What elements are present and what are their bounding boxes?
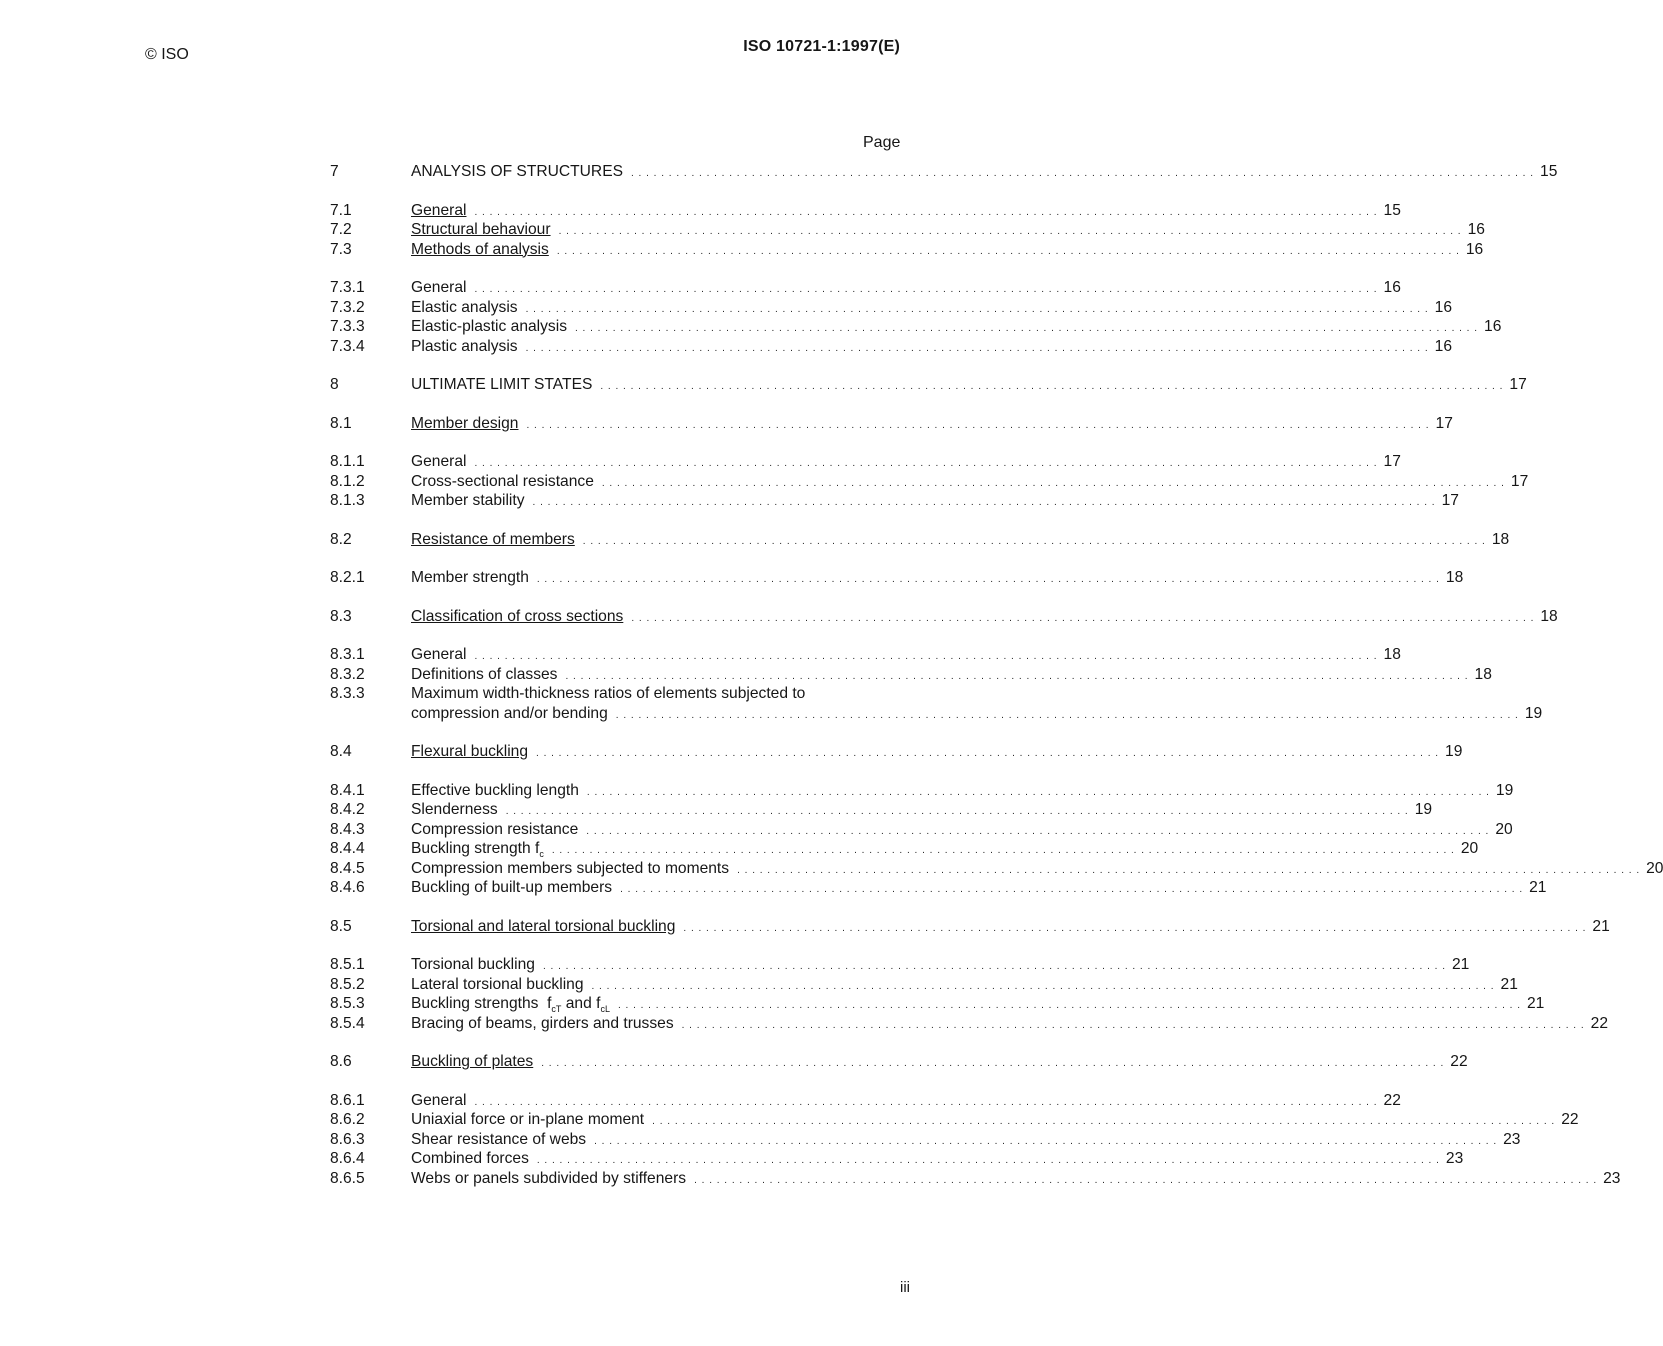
toc-entry-title-text: Shear resistance of webs — [411, 1130, 587, 1148]
toc-entry-title — [411, 1014, 682, 1034]
toc-section-number: 7.3.1 — [330, 279, 365, 296]
toc-page-number: 16 — [1434, 337, 1452, 355]
toc-section-number: 7.2 — [330, 221, 352, 238]
toc-entry[interactable] — [330, 162, 1558, 182]
toc-spacer — [330, 588, 902, 607]
toc-entry-title-text: Elastic analysis — [411, 298, 518, 316]
toc-spacer — [330, 1072, 902, 1091]
toc-entry[interactable] — [330, 568, 1464, 588]
toc-entry-title-text: ANALYSIS OF STRUCTURES — [411, 163, 623, 180]
toc-section-number: 8.3.3 — [330, 685, 365, 702]
toc-section-number: 8.5 — [330, 917, 352, 935]
toc-entry[interactable] — [330, 878, 1547, 898]
dot-leader: . . . . . . . . . . . . . . . . . . . . . . . . . . . . . . . . . . . . . . . . . . . . . . . . . . . . . . . . . . . . . . . . . . . . . . . . . . . . . . . . . . . . . . . . . . . . . . . . . . . . . . . . . . . . . . . . . . . . . . . . — [558, 226, 1462, 237]
dot-leader: . . . . . . . . . . . . . . . . . . . . . . . . . . . . . . . . . . . . . . . . . . . . . . . . . . . . . . . . . . . . . . . . . . . . . . . . . . . . . . . . . . . . . . . . . . . . . . . . . . . . . . . . . . . . . . . . . . . . . . . . — [532, 497, 1436, 508]
formula-variable: f — [534, 840, 540, 857]
toc-entry-title: Maximum width-thickness ratios of elements subjected to — [411, 685, 806, 702]
toc-spacer — [330, 433, 902, 452]
dot-leader: . . . . . . . . . . . . . . . . . . . . . . . . . . . . . . . . . . . . . . . . . . . . . . . . . . . . . . . . . . . . . . . . . . . . . . . . . . . . . . . . . . . . . . . . . . . . . . . . . . . . . . . . . . . . . . . . . . . . . . . . — [556, 245, 1460, 257]
toc-page-number: 22 — [1561, 1111, 1579, 1128]
toc-section-number: 7 — [330, 163, 339, 180]
toc-page-number: 23 — [1445, 1150, 1464, 1167]
toc-entry-title-text: Methods of analysis — [411, 240, 549, 258]
toc-section-number: 7.3.4 — [330, 337, 365, 355]
dot-leader: . . . . . . . . . . . . . . . . . . . . . . . . . . . . . . . . . . . . . . . . . . . . . . . . . . . . . . . . . . . . . . . . . . . . . . . . . . . . . . . . . . . . . . . . . . . . . . . . . . . . . . . . . . . . . . . . . . . . . . . . — [541, 1058, 1445, 1069]
toc-entry-title-text: compression and/or bending — [411, 704, 608, 722]
header-copyright: © ISO — [145, 46, 189, 63]
toc-entry-title — [411, 878, 620, 898]
toc-page-number: 21 — [1500, 975, 1518, 993]
toc-entry[interactable] — [330, 414, 1453, 434]
toc-entry-title — [411, 317, 575, 337]
dot-leader: . . . . . . . . . . . . . . . . . . . . . . . . . . . . . . . . . . . . . . . . . . . . . . . . . . . . . . . . . . . . . . . . . . . . . . . . . . . . . . . . . . . . . . . . . . . . . . . . . . . . . . . . . . . . . . . . . . . . . . . . — [615, 709, 1519, 721]
toc-spacer — [330, 511, 902, 530]
toc-section-number: 8.6.4 — [330, 1150, 365, 1167]
toc-entry-title-text: Combined forces — [411, 1150, 529, 1167]
toc-page-number: 16 — [1467, 221, 1485, 238]
toc-section-number: 8.6.1 — [330, 1091, 365, 1109]
toc-entry-title-text: Torsional and lateral torsional buckling — [411, 917, 676, 935]
toc-entry-title — [411, 1052, 541, 1072]
toc-entry[interactable] — [330, 1052, 1468, 1072]
toc-entry-title — [411, 742, 536, 762]
toc-page-number: 17 — [1441, 492, 1459, 509]
dot-leader: . . . . . . . . . . . . . . . . . . . . . . . . . . . . . . . . . . . . . . . . . . . . . . . . . . . . . . . . . . . . . . . . . . . . . . . . . . . . . . . . . . . . . . . . . . . . . . . . . . . . . . . . . . . . . . . . . . . . . . . . — [536, 748, 1440, 759]
toc-entry-title — [411, 162, 631, 182]
toc-entry-title — [411, 607, 631, 627]
toc-entry[interactable] — [330, 742, 1463, 762]
toc-page-number: 21 — [1451, 956, 1470, 973]
toc-entry-title-text: Compression members subjected to moments — [411, 859, 730, 877]
toc-spacer — [330, 898, 902, 917]
toc-entry-title — [411, 220, 559, 240]
toc-entry[interactable] — [330, 317, 1502, 337]
dot-leader: . . . . . . . . . . . . . . . . . . . . . . . . . . . . . . . . . . . . . . . . . . . . . . . . . . . . . . . . . . . . . . . . . . . . . . . . . . . . . . . . . . . . . . . . . . . . . . . . . . . . . . . . . . . . . . . . . . . . . . . . — [600, 381, 1504, 392]
formula-symbol — [531, 840, 544, 860]
toc-entry-title-text: Member stability — [411, 492, 525, 509]
toc-entry-title — [411, 491, 533, 511]
toc-section-number: 8.4.6 — [330, 879, 365, 896]
dot-leader: . . . . . . . . . . . . . . . . . . . . . . . . . . . . . . . . . . . . . . . . . . . . . . . . . . . . . . . . . . . . . . . . . . . . . . . . . . . . . . . . . . . . . . . . . . . . . . . . . . . . . . . . . . . . . . . . . . . . . . . . — [536, 1155, 1440, 1166]
toc-page-number: 19 — [1524, 704, 1543, 722]
dot-leader: . . . . . . . . . . . . . . . . . . . . . . . . . . . . . . . . . . . . . . . . . . . . . . . . . . . . . . . . . . . . . . . . . . . . . . . . . . . . . . . . . . . . . . . . . . . . . . . . . . . . . . . . . . . . . . . . . . . . . . . . — [586, 825, 1490, 837]
dot-leader: . . . . . . . . . . . . . . . . . . . . . . . . . . . . . . . . . . . . . . . . . . . . . . . . . . . . . . . . . . . . . . . . . . . . . . . . . . . . . . . . . . . . . . . . . . . . . . . . . . . . . . . . . . . . . . . . . . . . . . . . — [542, 961, 1446, 972]
toc-entry-title-text: Elastic-plastic analysis — [411, 318, 567, 335]
toc-section-number: 8 — [330, 376, 339, 393]
dot-leader: . . . . . . . . . . . . . . . . . . . . . . . . . . . . . . . . . . . . . . . . . . . . . . . . . . . . . . . . . . . . . . . . . . . . . . . . . . . . . . . . . . . . . . . . . . . . . . . . . . . . . . . . . . . . . . . . . . . . . . . . — [474, 651, 1378, 662]
toc-entry-title-text: Definitions of classes — [411, 665, 558, 683]
toc-entry-title — [411, 859, 737, 879]
toc-page-number: 18 — [1474, 665, 1492, 683]
toc-spacer — [330, 259, 902, 278]
toc-entry-title — [411, 240, 557, 260]
toc-spacer — [330, 1033, 902, 1052]
dot-leader: . . . . . . . . . . . . . . . . . . . . . . . . . . . . . . . . . . . . . . . . . . . . . . . . . . . . . . . . . . . . . . . . . . . . . . . . . . . . . . . . . . . . . . . . . . . . . . . . . . . . . . . . . . . . . . . . . . . . . . . . — [631, 612, 1535, 624]
toc-page-number: 17 — [1383, 453, 1401, 470]
toc-spacer — [330, 936, 902, 955]
toc-entry-title — [411, 975, 592, 995]
toc-section-number: 8.6.2 — [330, 1111, 365, 1128]
toc-section-number: 8.5.2 — [330, 975, 365, 993]
toc-entry-title-text: Buckling of plates — [411, 1053, 534, 1070]
toc-entry-title — [411, 568, 537, 588]
dot-leader: . . . . . . . . . . . . . . . . . . . . . . . . . . . . . . . . . . . . . . . . . . . . . . . . . . . . . . . . . . . . . . . . . . . . . . . . . . . . . . . . . . . . . . . . . . . . . . . . . . . . . . . . . . . . . . . . . . . . . . . . — [474, 1096, 1378, 1108]
dot-leader: . . . . . . . . . . . . . . . . . . . . . . . . . . . . . . . . . . . . . . . . . . . . . . . . . . . . . . . . . . . . . . . . . . . . . . . . . . . . . . . . . . . . . . . . . . . . . . . . . . . . . . . . . . . . . . . . . . . . . . . . — [737, 864, 1641, 876]
toc-entry-title-text: Structural behaviour — [411, 221, 551, 238]
toc-page-number: 21 — [1592, 917, 1610, 935]
dot-leader: . . . . . . . . . . . . . . . . . . . . . . . . . . . . . . . . . . . . . . . . . . . . . . . . . . . . . . . . . . . . . . . . . . . . . . . . . . . . . . . . . . . . . . . . . . . . . . . . . . . . . . . . . . . . . . . . . . . . . . . . — [474, 284, 1378, 295]
toc-entry-title — [411, 820, 586, 840]
toc-page-number: 16 — [1434, 298, 1452, 316]
toc-entry[interactable] — [330, 917, 1610, 937]
toc-entry-title — [411, 530, 583, 550]
toc-entry[interactable] — [330, 955, 1470, 975]
toc-page-number: 23 — [1603, 1169, 1621, 1187]
toc-spacer — [330, 395, 902, 414]
toc-entry[interactable] — [330, 298, 1452, 318]
toc-section-number: 8.6.3 — [330, 1130, 365, 1148]
toc-entry[interactable] — [330, 337, 1452, 357]
toc-section-number: 8.4.5 — [330, 859, 365, 877]
toc-page-number: 16 — [1465, 240, 1484, 258]
toc-entry-title — [411, 375, 600, 395]
dot-leader: . . . . . . . . . . . . . . . . . . . . . . . . . . . . . . . . . . . . . . . . . . . . . . . . . . . . . . . . . . . . . . . . . . . . . . . . . . . . . . . . . . . . . . . . . . . . . . . . . . . . . . . . . . . . . . . . . . . . . . . . — [620, 884, 1524, 895]
toc-section-number: 8.2 — [330, 530, 352, 548]
toc-entry-title-text: Compression resistance — [411, 820, 579, 838]
toc-section-number: 8.3 — [330, 607, 352, 625]
toc-entry-title — [411, 278, 474, 298]
formula-subscript: c — [539, 849, 544, 860]
toc-entry[interactable] — [330, 530, 1510, 550]
dot-leader: . . . . . . . . . . . . . . . . . . . . . . . . . . . . . . . . . . . . . . . . . . . . . . . . . . . . . . . . . . . . . . . . . . . . . . . . . . . . . . . . . . . . . . . . . . . . . . . . . . . . . . . . . . . . . . . . . . . . . . . . — [617, 1000, 1521, 1011]
toc-page-number: 17 — [1509, 376, 1527, 393]
toc-entry[interactable] — [330, 375, 1527, 395]
toc-entry-title — [411, 781, 587, 801]
toc-entry[interactable] — [330, 645, 1401, 665]
dot-leader: . . . . . . . . . . . . . . . . . . . . . . . . . . . . . . . . . . . . . . . . . . . . . . . . . . . . . . . . . . . . . . . . . . . . . . . . . . . . . . . . . . . . . . . . . . . . . . . . . . . . . . . . . . . . . . . . . . . . . . . . — [565, 670, 1469, 682]
toc-page-number: 21 — [1529, 879, 1547, 896]
toc-entry[interactable] — [330, 220, 1485, 240]
toc-entry-title-text: Member strength — [411, 569, 529, 586]
toc-entry-title-text: General — [411, 201, 467, 219]
toc-spacer — [330, 626, 902, 645]
toc-entry-title — [411, 472, 602, 492]
toc-spacer — [330, 723, 902, 742]
toc-entry-title — [411, 414, 526, 434]
toc-spacer — [330, 549, 902, 568]
formula-fcT-fcL: $f_{cT}$ and $f_{cL}$ — [538, 995, 610, 1015]
toc-section-number: 8.6.5 — [330, 1169, 365, 1187]
toc-page-number: 21 — [1526, 995, 1545, 1012]
toc-page-number: 20 — [1495, 820, 1513, 838]
toc-entry[interactable] — [330, 491, 1459, 511]
toc-entry-title — [411, 1091, 474, 1111]
toc-entry-title-text: Plastic analysis — [411, 337, 518, 355]
toc-entry[interactable] — [330, 820, 1513, 840]
toc-page-number: 19 — [1414, 801, 1433, 818]
toc-spacer — [330, 762, 902, 781]
dot-leader: . . . . . . . . . . . . . . . . . . . . . . . . . . . . . . . . . . . . . . . . . . . . . . . . . . . . . . . . . . . . . . . . . . . . . . . . . . . . . . . . . . . . . . . . . . . . . . . . . . . . . . . . . . . . . . . . . . . . . . . . — [652, 1116, 1556, 1127]
toc-section-number: 8.1 — [330, 414, 352, 432]
toc-entry-title-text: Resistance of members — [411, 530, 575, 548]
toc-entry-title — [411, 1110, 652, 1130]
toc-entry[interactable] — [330, 781, 1514, 801]
footer-page-number: iii — [900, 1279, 910, 1296]
toc-entry[interactable] — [330, 472, 1529, 492]
toc-entry-title — [411, 955, 543, 975]
toc-entry[interactable] — [330, 800, 1433, 820]
toc-entry[interactable] — [330, 994, 1545, 1015]
toc-entry-title-text: General — [411, 279, 467, 296]
toc-page-number: 22 — [1383, 1091, 1401, 1109]
dot-leader: . . . . . . . . . . . . . . . . . . . . . . . . . . . . . . . . . . . . . . . . . . . . . . . . . . . . . . . . . . . . . . . . . . . . . . . . . . . . . . . . . . . . . . . . . . . . . . . . . . . . . . . . . . . . . . . . . . . . . . . . — [575, 323, 1479, 334]
toc-entry-title — [411, 1169, 694, 1189]
dot-leader: . . . . . . . . . . . . . . . . . . . . . . . . . . . . . . . . . . . . . . . . . . . . . . . . . . . . . . . . . . . . . . . . . . . . . . . . . . . . . . . . . . . . . . . . . . . . . . . . . . . . . . . . . . . . . . . . . . . . . . . . — [591, 980, 1495, 992]
toc-section-number: 8.5.3 — [330, 995, 365, 1012]
toc-entry-title-text: Flexural buckling — [411, 743, 529, 760]
toc-entry[interactable] — [330, 607, 1558, 627]
toc-page-number: 20 — [1460, 840, 1479, 857]
toc-entry[interactable] — [330, 839, 1479, 860]
toc-section-number: 8.3.2 — [330, 665, 365, 683]
toc-page-number: 15 — [1540, 163, 1558, 180]
toc-section-number: 8.4 — [330, 743, 352, 760]
toc-page-number: 19 — [1495, 781, 1514, 799]
toc-entry-title — [411, 1130, 594, 1150]
toc-entry-title-text: Classification of cross sections — [411, 607, 624, 625]
toc-section-number: 8.4.3 — [330, 820, 365, 838]
toc-entry-title-text: Effective buckling length — [411, 781, 579, 799]
toc-entry-title-text: Buckling strength — [411, 840, 531, 857]
toc-section-number: 8.1.1 — [330, 453, 365, 470]
dot-leader: . . . . . . . . . . . . . . . . . . . . . . . . . . . . . . . . . . . . . . . . . . . . . . . . . . . . . . . . . . . . . . . . . . . . . . . . . . . . . . . . . . . . . . . . . . . . . . . . . . . . . . . . . . . . . . . . . . . . . . . . — [505, 806, 1409, 817]
toc-section-number: 8.1.2 — [330, 472, 365, 490]
toc-entry[interactable] — [330, 859, 1663, 879]
toc-entry-title-text: Buckling of built-up members — [411, 879, 613, 896]
dot-leader: . . . . . . . . . . . . . . . . . . . . . . . . . . . . . . . . . . . . . . . . . . . . . . . . . . . . . . . . . . . . . . . . . . . . . . . . . . . . . . . . . . . . . . . . . . . . . . . . . . . . . . . . . . . . . . . . . . . . . . . . — [683, 922, 1587, 934]
toc-entry-title-text: Torsional buckling — [411, 956, 535, 973]
toc-entry-title-text: General — [411, 646, 467, 663]
toc-entry-title — [411, 452, 474, 472]
toc-page-number: 22 — [1590, 1014, 1609, 1032]
toc-entry-title — [411, 917, 683, 937]
dot-leader: . . . . . . . . . . . . . . . . . . . . . . . . . . . . . . . . . . . . . . . . . . . . . . . . . . . . . . . . . . . . . . . . . . . . . . . . . . . . . . . . . . . . . . . . . . . . . . . . . . . . . . . . . . . . . . . . . . . . . . . . — [681, 1019, 1585, 1031]
dot-leader: . . . . . . . . . . . . . . . . . . . . . . . . . . . . . . . . . . . . . . . . . . . . . . . . . . . . . . . . . . . . . . . . . . . . . . . . . . . . . . . . . . . . . . . . . . . . . . . . . . . . . . . . . . . . . . . . . . . . . . . . — [474, 458, 1378, 469]
toc-page-number: 18 — [1445, 569, 1464, 586]
toc-entry[interactable] — [330, 1130, 1521, 1150]
dot-leader: . . . . . . . . . . . . . . . . . . . . . . . . . . . . . . . . . . . . . . . . . . . . . . . . . . . . . . . . . . . . . . . . . . . . . . . . . . . . . . . . . . . . . . . . . . . . . . . . . . . . . . . . . . . . . . . . . . . . . . . . — [601, 477, 1505, 489]
toc-entry-title — [411, 298, 526, 318]
header-document-id: ISO 10721-1:1997(E) — [743, 38, 900, 55]
toc-entry-title-text: Lateral torsional buckling — [411, 975, 584, 993]
toc-entry[interactable] — [330, 1169, 1621, 1189]
toc-entry[interactable] — [330, 452, 1401, 472]
toc-section-number: 7.3 — [330, 240, 352, 258]
toc-entry[interactable] — [330, 1014, 1609, 1034]
toc-entry-title-text: ULTIMATE LIMIT STATES — [411, 376, 593, 393]
toc-entry[interactable] — [330, 1091, 1401, 1111]
dot-leader: . . . . . . . . . . . . . . . . . . . . . . . . . . . . . . . . . . . . . . . . . . . . . . . . . . . . . . . . . . . . . . . . . . . . . . . . . . . . . . . . . . . . . . . . . . . . . . . . . . . . . . . . . . . . . . . . . . . . . . . . — [536, 574, 1440, 585]
toc-entry-title-text: General — [411, 453, 467, 470]
toc-entry[interactable] — [330, 201, 1401, 221]
toc-section-number: 8.4.1 — [330, 781, 365, 799]
toc-section-number: 8.6 — [330, 1053, 352, 1070]
toc-page-number: 18 — [1383, 646, 1401, 663]
toc-page-number: 22 — [1450, 1053, 1468, 1070]
toc-entry-title-text: Uniaxial force or in-plane moment — [411, 1111, 645, 1128]
toc-entry-title-text: Slenderness — [411, 801, 498, 818]
dot-leader: . . . . . . . . . . . . . . . . . . . . . . . . . . . . . . . . . . . . . . . . . . . . . . . . . . . . . . . . . . . . . . . . . . . . . . . . . . . . . . . . . . . . . . . . . . . . . . . . . . . . . . . . . . . . . . . . . . . . . . . . — [582, 535, 1486, 547]
page-column-label: Page — [863, 134, 901, 151]
toc-section-number: 8.3.1 — [330, 646, 365, 663]
toc-section-number: 8.2.1 — [330, 569, 365, 586]
toc-spacer — [330, 356, 902, 375]
toc-page-number: 15 — [1383, 201, 1401, 219]
toc-section-number: 8.4.2 — [330, 801, 365, 818]
toc-entry[interactable] — [330, 684, 902, 704]
toc-page-number: 17 — [1510, 472, 1529, 490]
toc-section-number: 8.5.1 — [330, 956, 365, 973]
toc-section-number: 8.5.4 — [330, 1014, 365, 1032]
dot-leader: . . . . . . . . . . . . . . . . . . . . . . . . . . . . . . . . . . . . . . . . . . . . . . . . . . . . . . . . . . . . . . . . . . . . . . . . . . . . . . . . . . . . . . . . . . . . . . . . . . . . . . . . . . . . . . . . . . . . . . . . — [694, 1174, 1598, 1186]
toc-entry-title-text: Bracing of beams, girders and trusses — [411, 1014, 674, 1032]
toc-entry-title — [411, 704, 616, 724]
dot-leader: . . . . . . . . . . . . . . . . . . . . . . . . . . . . . . . . . . . . . . . . . . . . . . . . . . . . . . . . . . . . . . . . . . . . . . . . . . . . . . . . . . . . . . . . . . . . . . . . . . . . . . . . . . . . . . . . . . . . . . . . — [525, 303, 1429, 315]
toc-entry-title-text: Buckling strengths — [411, 995, 539, 1012]
dot-leader: . . . . . . . . . . . . . . . . . . . . . . . . . . . . . . . . . . . . . . . . . . . . . . . . . . . . . . . . . . . . . . . . . . . . . . . . . . . . . . . . . . . . . . . . . . . . . . . . . . . . . . . . . . . . . . . . . . . . . . . . — [586, 786, 1490, 798]
toc-spacer — [330, 182, 902, 201]
toc-entry-title — [411, 645, 474, 665]
dot-leader: . . . . . . . . . . . . . . . . . . . . . . . . . . . . . . . . . . . . . . . . . . . . . . . . . . . . . . . . . . . . . . . . . . . . . . . . . . . . . . . . . . . . . . . . . . . . . . . . . . . . . . . . . . . . . . . . . . . . . . . . — [631, 168, 1535, 179]
toc-entry[interactable] — [330, 704, 1543, 724]
toc-section-number: 8.1.3 — [330, 492, 365, 509]
toc-page-number: 16 — [1383, 279, 1401, 296]
toc-entry-title-text: Webs or panels subdivided by stiffeners — [411, 1169, 687, 1187]
toc-entry[interactable] — [330, 1149, 1464, 1169]
toc-page-number: 18 — [1540, 607, 1558, 625]
toc-entry[interactable] — [330, 1110, 1579, 1130]
toc-section-number: 7.1 — [330, 201, 352, 219]
toc-entry-title — [411, 800, 506, 820]
table-of-contents — [330, 162, 1663, 1188]
toc-entry-title-text: Cross-sectional resistance — [411, 472, 594, 490]
toc-section-number: 7.3.2 — [330, 298, 365, 316]
toc-entry[interactable] — [330, 665, 1492, 685]
toc-entry-title-text: Member design — [411, 414, 519, 432]
toc-entry-title-text: General — [411, 1091, 467, 1109]
toc-section-number: 7.3.3 — [330, 318, 365, 335]
toc-page-number: 18 — [1491, 530, 1510, 548]
toc-entry-title — [411, 1149, 537, 1169]
toc-entry-title — [411, 337, 526, 357]
dot-leader: . . . . . . . . . . . . . . . . . . . . . . . . . . . . . . . . . . . . . . . . . . . . . . . . . . . . . . . . . . . . . . . . . . . . . . . . . . . . . . . . . . . . . . . . . . . . . . . . . . . . . . . . . . . . . . . . . . . . . . . . — [526, 419, 1430, 431]
toc-section-number: 8.4.4 — [330, 840, 365, 857]
toc-entry[interactable] — [330, 278, 1401, 298]
toc-page-number: 17 — [1435, 414, 1453, 432]
toc-page-number: 19 — [1445, 743, 1463, 760]
toc-entry-title — [411, 665, 565, 685]
dot-leader: . . . . . . . . . . . . . . . . . . . . . . . . . . . . . . . . . . . . . . . . . . . . . . . . . . . . . . . . . . . . . . . . . . . . . . . . . . . . . . . . . . . . . . . . . . . . . . . . . . . . . . . . . . . . . . . . . . . . . . . . — [551, 845, 1455, 856]
toc-entry[interactable] — [330, 975, 1518, 995]
toc-entry[interactable] — [330, 240, 1484, 260]
dot-leader: . . . . . . . . . . . . . . . . . . . . . . . . . . . . . . . . . . . . . . . . . . . . . . . . . . . . . . . . . . . . . . . . . . . . . . . . . . . . . . . . . . . . . . . . . . . . . . . . . . . . . . . . . . . . . . . . . . . . . . . . — [474, 206, 1378, 218]
dot-leader: . . . . . . . . . . . . . . . . . . . . . . . . . . . . . . . . . . . . . . . . . . . . . . . . . . . . . . . . . . . . . . . . . . . . . . . . . . . . . . . . . . . . . . . . . . . . . . . . . . . . . . . . . . . . . . . . . . . . . . . . — [594, 1135, 1498, 1147]
toc-page-number: 23 — [1503, 1130, 1521, 1148]
dot-leader: . . . . . . . . . . . . . . . . . . . . . . . . . . . . . . . . . . . . . . . . . . . . . . . . . . . . . . . . . . . . . . . . . . . . . . . . . . . . . . . . . . . . . . . . . . . . . . . . . . . . . . . . . . . . . . . . . . . . . . . . — [525, 342, 1429, 354]
toc-page-number: 16 — [1484, 318, 1502, 335]
toc-page-number: 20 — [1646, 859, 1663, 877]
toc-entry-title — [411, 201, 474, 221]
